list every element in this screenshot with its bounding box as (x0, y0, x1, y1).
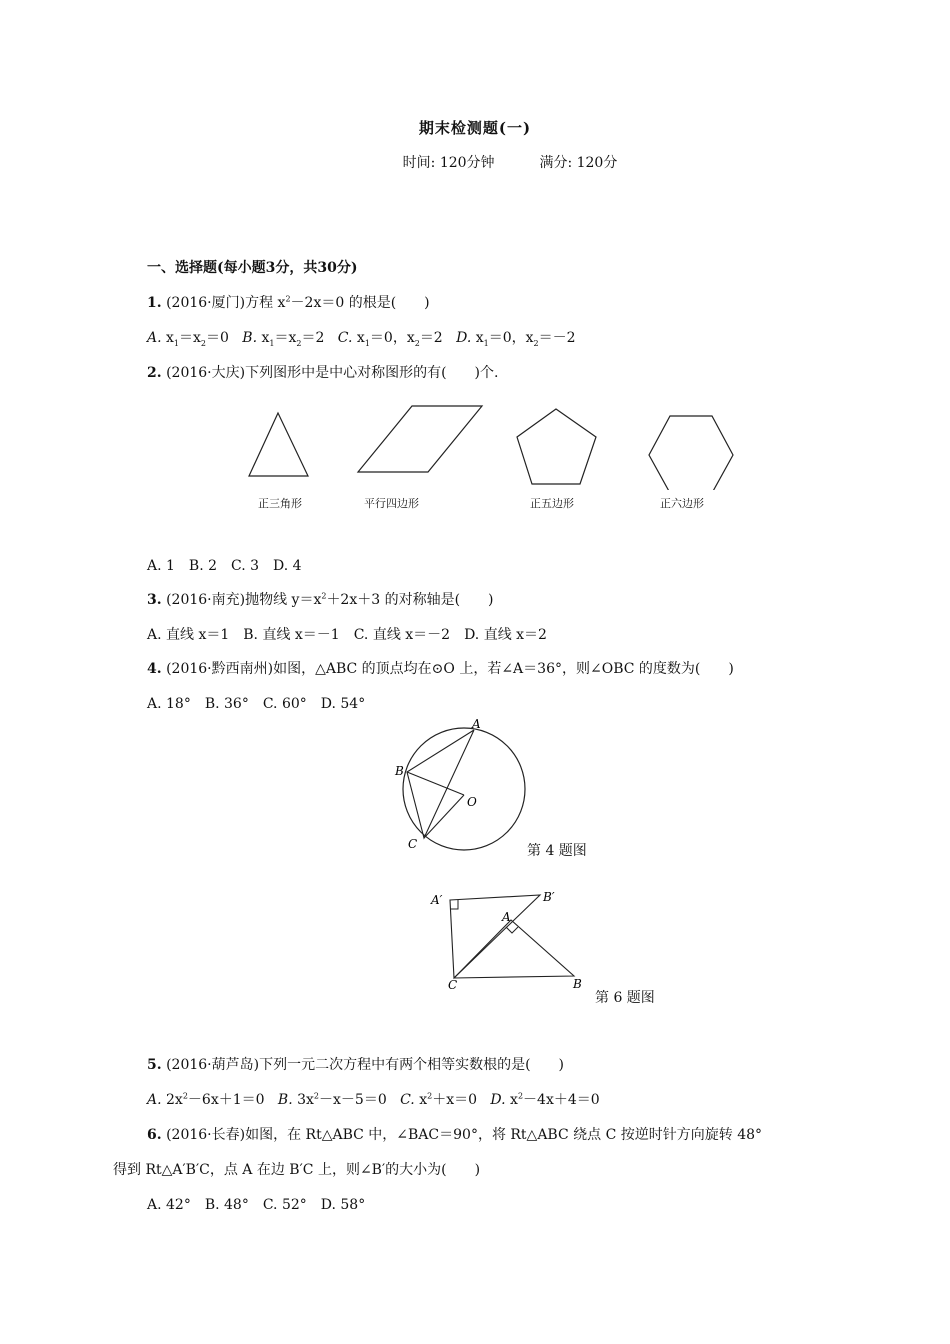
question-4: 4. (2016·黔西南州)如图，△ABC 的顶点均在⊙O 上，若∠A＝36°，则∠OBC 的度数为( ) (147, 661, 734, 677)
shape-label-triangle: 正三角形 (258, 497, 302, 510)
question-3: 3. (2016·南充)抛物线 $y=x^2+2x+3$ 的对称轴是( ) (147, 591, 494, 608)
score-label: 满分: 120分 (539, 155, 618, 171)
section-heading: 一、选择题(每小题3分，共30分) (147, 260, 358, 276)
question-5: 5. (2016·葫芦岛)下列一元二次方程中有两个相等实数根的是( ) (147, 1057, 565, 1073)
question-6-options: A. 42° B. 48° C. 52° D. 58° (147, 1197, 366, 1213)
question-6-line2: 得到 Rt△A′B′C，点 A 在边 B′C 上，则∠B′的大小为( ) (113, 1162, 481, 1178)
shape-label-hexagon: 正六边形 (660, 497, 704, 510)
regular-pentagon (517, 409, 596, 484)
figure-q6-triangles (428, 885, 588, 995)
question-2: 2. (2016·大庆)下列图形中是中心对称图形的有( )个. (147, 365, 499, 381)
label-o: O (467, 795, 477, 809)
exam-info (0, 152, 950, 172)
right-angle-mark-a (506, 927, 518, 933)
question-number: 3. (147, 592, 162, 608)
option-c[interactable]: C. $x_1=0$，$x_2=2$ (337, 330, 443, 348)
option-d[interactable]: D. $x^2-4x+4=0$ (490, 1091, 600, 1108)
option-c[interactable]: C. $x^2+x=0$ (400, 1091, 478, 1108)
question-number: 4. (147, 661, 162, 677)
question-3-options: A. 直线 x＝1 B. 直线 x＝－1 C. 直线 x＝－2 D. 直线 x＝2 (147, 627, 547, 643)
question-5-options (147, 1089, 600, 1109)
triangle-abc (407, 730, 474, 838)
option-d[interactable]: D. $x_1=0$，$x_2=-2$ (456, 330, 576, 348)
regular-hexagon (649, 416, 733, 490)
label-a: A (472, 717, 481, 731)
question-2-options: A. 1 B. 2 C. 3 D. 4 (147, 558, 302, 574)
segment-ob (407, 772, 464, 795)
label-b: B (573, 977, 582, 991)
question-number: 2. (147, 365, 162, 381)
question-1-options (147, 327, 576, 347)
question-6: 6. (2016·长春)如图，在 Rt△ABC 中，∠BAC＝90°，将 Rt△ABC 绕点 C 按逆时针方向旋转 48° (147, 1127, 763, 1143)
label-b: B (395, 764, 404, 778)
q2-shapes-figure (240, 400, 750, 490)
option-b[interactable]: B. $x_1=x_2=2$ (242, 330, 325, 348)
shape-label-pentagon: 正五边形 (530, 497, 574, 510)
option-a[interactable]: A. $x_1=x_2=0$ (147, 330, 229, 348)
question-number: 5. (147, 1057, 162, 1073)
label-a-prime: A′ (431, 893, 443, 907)
question-number: 6. (147, 1127, 162, 1143)
option-b[interactable]: B. $3x^2-x-5=0$ (277, 1091, 387, 1108)
question-4-options: A. 18° B. 36° C. 60° D. 54° (147, 696, 366, 712)
question-1: 1. (2016·厦门)方程 $x^2-2x=0$ 的根是( ) (147, 294, 430, 311)
figure-4-caption: 第 4 题图 (527, 843, 587, 859)
time-label: 时间: 120分钟 (402, 155, 495, 171)
label-c: C (408, 837, 418, 851)
segment-oc (424, 795, 464, 838)
circle-o (403, 728, 525, 850)
right-angle-mark-a-prime (450, 900, 458, 909)
equilateral-triangle (249, 413, 308, 476)
question-number: 1. (147, 295, 162, 311)
figure-6-caption: 第 6 题图 (595, 990, 655, 1006)
label-b-prime: B′ (543, 890, 555, 904)
figure-q4-circle (390, 715, 540, 860)
option-a[interactable]: A. $2x^2-6x+1=0$ (147, 1091, 265, 1108)
parallelogram (358, 406, 482, 472)
triangle-abc-legs (454, 920, 574, 978)
label-c: C (448, 978, 458, 992)
label-a: A (502, 910, 511, 924)
shape-label-parallelogram: 平行四边形 (364, 497, 419, 510)
page-title: 期末检测题(一) (418, 119, 532, 137)
